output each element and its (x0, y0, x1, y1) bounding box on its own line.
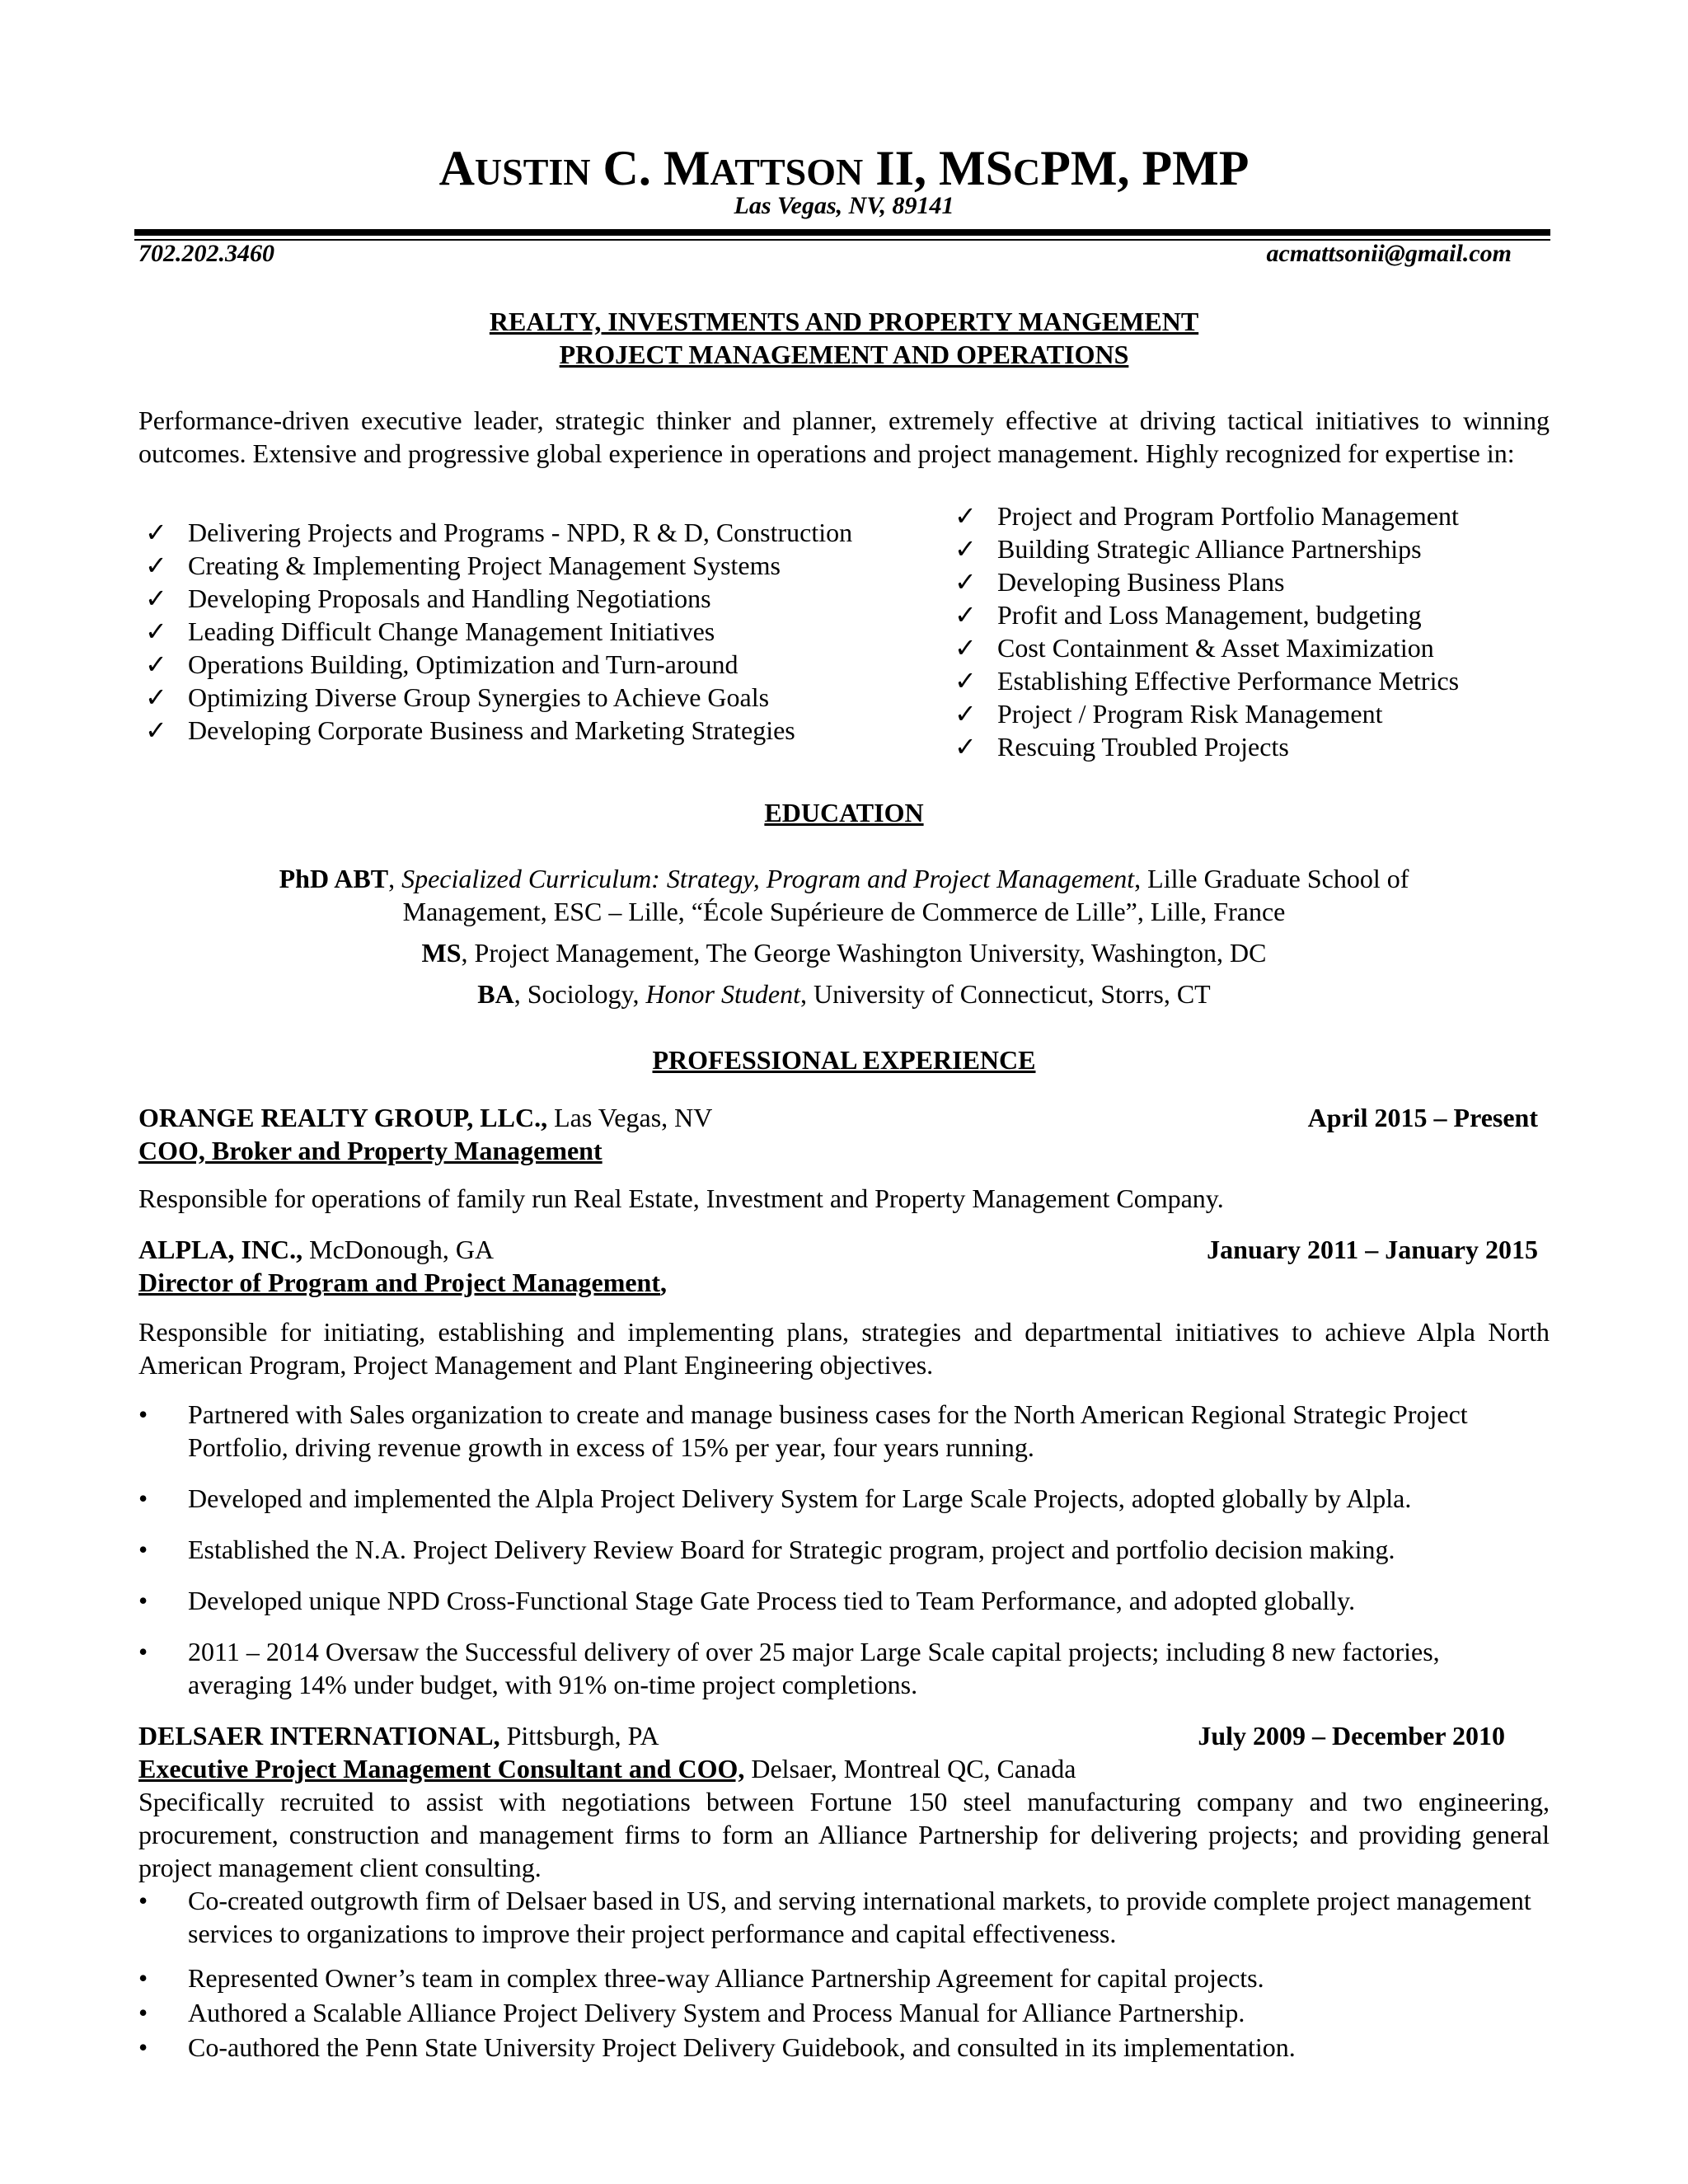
list-item: • Authored a Scalable Alliance Project Delivery System and Process Manual for Alliance Partnership. (138, 1998, 1245, 2027)
bullet-icon: • (138, 1586, 148, 1615)
job-orange-company: ORANGE REALTY GROUP, LLC., Las Vegas, NV (138, 1103, 713, 1132)
education-heading: EDUCATION (764, 798, 924, 827)
checkmark-icon: ✓ (145, 518, 167, 547)
bullet-icon: • (138, 1637, 148, 1666)
candidate-location: Las Vegas, NV, 89141 (734, 192, 954, 219)
list-item: • Developed unique NPD Cross-Functional Stage Gate Process tied to Team Performance, and adopted globally. (138, 1586, 1356, 1615)
list-item: • Partnered with Sales organization to create and manage business cases for the North American Regional Strategic Project Portfolio, driving revenue growth in excess of 15% per year, four years running. (138, 1399, 1468, 1462)
education-phd-line2: Management, ESC – Lille, “École Supérieure de Commerce de Lille”, Lille, France (402, 897, 1286, 926)
expertise-item: ✓ Developing Proposals and Handling Negotiations (145, 583, 711, 613)
checkmark-icon: ✓ (145, 551, 167, 580)
job-delsaer-dates: July 2009 – December 2010 (1198, 1721, 1505, 1750)
education-ba: BA, Sociology, Honor Student, University of Connecticut, Storrs, CT (477, 979, 1211, 1009)
expertise-list-left (138, 516, 946, 747)
job-alpla-company: ALPLA, INC., McDonough, GA (138, 1235, 495, 1264)
candidate-name: AUSTIN C. MATTSON II, MSCPM, PMP (438, 141, 1250, 195)
email-address: acmattsonii@gmail.com (1266, 240, 1512, 267)
job-alpla-description: Responsible for initiating, establishing and implementing plans, strategies and departmental initiatives to achieve Alpla North American Program, Project Management and Plant Engineering objectives. (138, 1317, 1550, 1380)
headline-realty: REALTY, INVESTMENTS AND PROPERTY MANGEMENT (489, 307, 1199, 336)
expertise-item: ✓ Creating & Implementing Project Management Systems (145, 551, 781, 580)
checkmark-icon: ✓ (954, 534, 977, 564)
checkmark-icon: ✓ (954, 501, 977, 531)
bullet-icon: • (138, 1535, 148, 1564)
bullet-icon: • (138, 1886, 148, 1915)
job-delsaer-bullets (138, 1884, 1550, 2064)
checkmark-icon: ✓ (145, 682, 167, 712)
list-item: • Co-authored the Penn State University Project Delivery Guidebook, and consulted in its implementation. (138, 2032, 1296, 2062)
expertise-item: ✓ Developing Corporate Business and Marketing Strategies (145, 715, 795, 745)
checkmark-icon: ✓ (145, 616, 167, 646)
education-ms: MS, Project Management, The George Washington University, Washington, DC (421, 938, 1267, 968)
job-alpla-title: Director of Program and Project Management, (138, 1268, 667, 1297)
job-alpla-dates: January 2011 – January 2015 (1207, 1235, 1538, 1264)
job-orange-description: Responsible for operations of family run Real Estate, Investment and Property Management Company. (138, 1183, 1224, 1213)
expertise-item: ✓ Optimizing Diverse Group Synergies to Achieve Goals (145, 682, 770, 712)
checkmark-icon: ✓ (145, 583, 167, 613)
headline-project-management: PROJECT MANAGEMENT AND OPERATIONS (559, 340, 1129, 369)
job-delsaer-description: Specifically recruited to assist with negotiations between Fortune 150 steel manufacturing company and two engineering, procurement, construction and management firms to form an Alliance Partnership for delivering projects; and providing general project management client consulting. (138, 1787, 1550, 1882)
bullet-icon: • (138, 1483, 148, 1513)
expertise-item: ✓ Developing Business Plans (954, 567, 1285, 597)
list-item: • Co-created outgrowth firm of Delsaer based in US, and serving international markets, to provide complete project management services to organizations to improve their project performance and capital effectiveness. (138, 1886, 1531, 1948)
bullet-icon: • (138, 1998, 148, 2027)
expertise-item: ✓ Cost Containment & Asset Maximization (954, 633, 1434, 663)
job-orange-title: COO, Broker and Property Management (138, 1136, 603, 1165)
expertise-item: ✓ Rescuing Troubled Projects (954, 732, 1289, 762)
expertise-item: ✓ Project and Program Portfolio Management (954, 501, 1459, 531)
summary-paragraph: Performance-driven executive leader, strategic thinker and planner, extremely effective at driving tactical initiatives to winning outcomes. Extensive and progressive global experience in operations and project management. Highly recognized for expertise in: (138, 405, 1550, 468)
checkmark-icon: ✓ (954, 732, 977, 762)
phone-number: 702.202.3460 (138, 240, 274, 267)
list-item: • Established the N.A. Project Delivery Review Board for Strategic program, project and portfolio decision making. (138, 1535, 1395, 1564)
checkmark-icon: ✓ (954, 633, 977, 663)
expertise-list-right (948, 499, 1688, 763)
expertise-item: ✓ Project / Program Risk Management (954, 699, 1383, 729)
expertise-item: ✓ Delivering Projects and Programs - NPD, R & D, Construction (145, 518, 853, 547)
expertise-item: ✓ Building Strategic Alliance Partnerships (954, 534, 1422, 564)
checkmark-icon: ✓ (954, 600, 977, 630)
job-alpla-bullets (138, 1398, 1550, 1701)
checkmark-icon: ✓ (145, 715, 167, 745)
header-rule-thick (134, 229, 1550, 236)
list-item: • Developed and implemented the Alpla Project Delivery System for Large Scale Projects, adopted globally by Alpla. (138, 1483, 1412, 1513)
expertise-item: ✓ Profit and Loss Management, budgeting (954, 600, 1422, 630)
checkmark-icon: ✓ (954, 567, 977, 597)
bullet-icon: • (138, 1963, 148, 1993)
checkmark-icon: ✓ (145, 649, 167, 679)
experience-heading: PROFESSIONAL EXPERIENCE (652, 1045, 1036, 1075)
checkmark-icon: ✓ (954, 666, 977, 696)
education-phd-line1: PhD ABT, Specialized Curriculum: Strategy, Program and Project Management, Lille Graduate School of (279, 864, 1409, 893)
expertise-item: ✓ Establishing Effective Performance Metrics (954, 666, 1460, 696)
bullet-icon: • (138, 2032, 148, 2062)
job-delsaer-company: DELSAER INTERNATIONAL, Pittsburgh, PA (138, 1721, 659, 1750)
job-orange-dates: April 2015 – Present (1307, 1103, 1538, 1132)
list-item: • 2011 – 2014 Oversaw the Successful delivery of over 25 major Large Scale capital projects; including 8 new factories, averaging 14% under budget, with 91% on-time project completions. (138, 1637, 1440, 1699)
list-item: • Represented Owner’s team in complex three-way Alliance Partnership Agreement for capital projects. (138, 1963, 1264, 1993)
expertise-item: ✓ Operations Building, Optimization and Turn-around (145, 649, 738, 679)
job-delsaer-title: Executive Project Management Consultant and COO, Delsaer, Montreal QC, Canada (138, 1754, 1076, 1783)
checkmark-icon: ✓ (954, 699, 977, 729)
expertise-item: ✓ Leading Difficult Change Management Initiatives (145, 616, 715, 646)
bullet-icon: • (138, 1399, 148, 1429)
